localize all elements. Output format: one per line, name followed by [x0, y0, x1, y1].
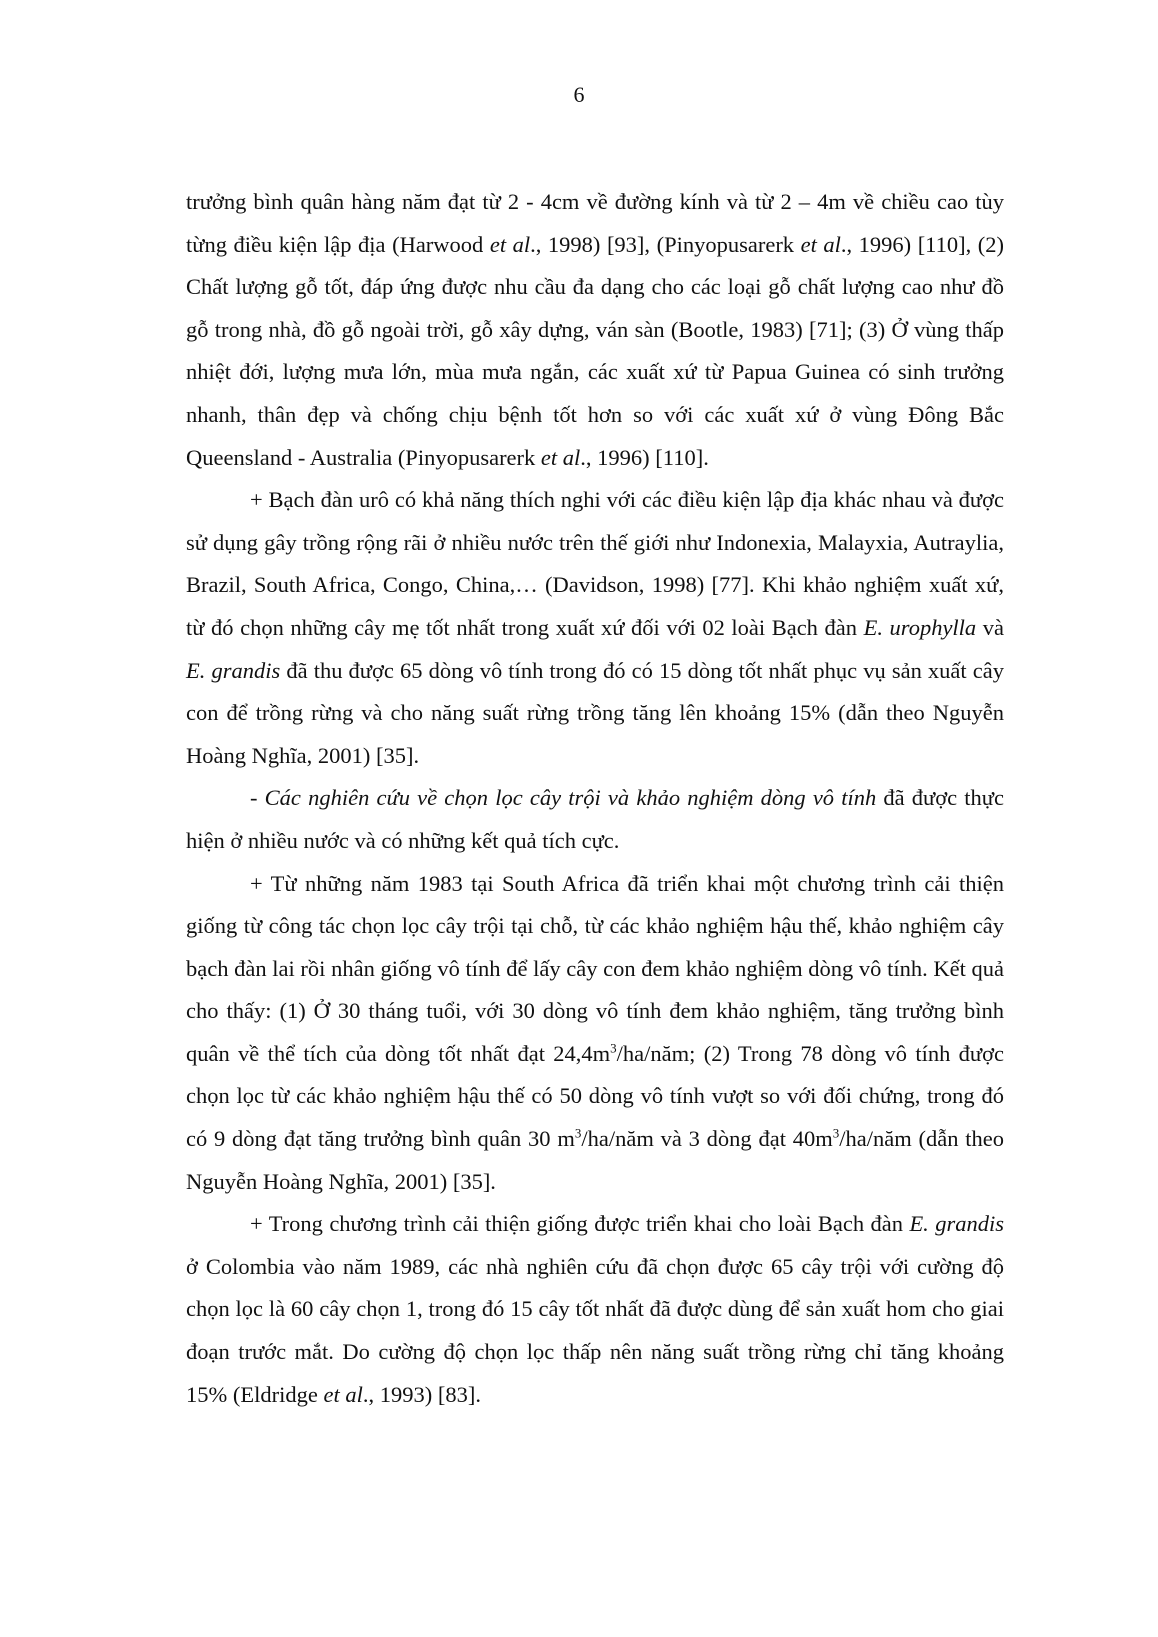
text-run: ., 1996) [110].	[580, 444, 709, 470]
paragraph	[186, 777, 1004, 862]
superscript-run: 3	[832, 1125, 840, 1141]
italic-run: E. grandis	[909, 1211, 1004, 1237]
italic-run: et al	[540, 444, 581, 470]
paragraph	[186, 1203, 1004, 1416]
text-run: và	[976, 614, 1004, 640]
italic-run: et al	[489, 231, 531, 257]
text-run: đã thu được 65 dòng vô tính trong đó có 15 dòng tốt nhất phục vụ sản xuất cây con để trồng rừng và cho năng suất rừng trồng tăng lên khoảng 15% (dẫn theo Nguyễn Hoàng Nghĩa, 2001) [35].	[186, 657, 1004, 768]
paragraph	[186, 181, 1004, 479]
italic-run: E. grandis	[186, 657, 281, 683]
italic-run: et al	[323, 1381, 363, 1407]
italic-run: E. urophylla	[863, 614, 977, 640]
text-run: + Bạch đàn urô có khả năng thích nghi với các điều kiện lập địa khác nhau và được sử dụng gây trồng rộng rãi ở nhiều nước trên thế giới như Indonexia, Malayxia, Autraylia, Brazil, South Africa, Congo, China,… (Davidson, 1998) [77]. Khi khảo nghiệm xuất xứ, từ đó chọn những cây mẹ tốt nhất trong xuất xứ đối với 02 loài Bạch đàn	[186, 487, 1004, 640]
text-run: ., 1996) [110], (2) Chất lượng gỗ tốt, đáp ứng được nhu cầu đa dạng cho các loại gỗ chất lượng cao như đồ gỗ trong nhà, đồ gỗ ngoài trời, gỗ xây dựng, ván sàn (Bootle, 1983) [71]; (3) Ở vùng thấp nhiệt đới, lượng mưa lớn, mùa mưa ngắn, các xuất xứ từ Papua Guinea có sinh trưởng nhanh, thân đẹp và chống chịu bệnh tốt hơn so với các xuất xứ ở vùng Đông Bắc Queensland - Australia (Pinyopusarerk	[186, 231, 1004, 470]
body-text	[186, 181, 1004, 1416]
text-run: + Trong chương trình cải thiện giống được triển khai cho loài Bạch đàn	[250, 1211, 910, 1237]
text-run: /ha/năm; (2) Trong 78 dòng vô tính được chọn lọc từ các khảo nghiệm hậu thế có 50 dòng vô tính vượt so với đối chứng, trong đó có 9 dòng đạt tăng trưởng bình quân 30 m	[186, 1040, 1004, 1152]
paragraph	[186, 479, 1004, 777]
text-run: /ha/năm (dẫn theo Nguyễn Hoàng Nghĩa, 2001) [35].	[186, 1126, 1004, 1194]
superscript-run: 3	[610, 1040, 617, 1056]
text-run: ., 1998) [93], (Pinyopusarerk	[530, 231, 801, 257]
italic-run: - Các nghiên cứu về chọn lọc cây trội và khảo nghiệm dòng vô tính	[250, 785, 877, 811]
page-number: 6	[573, 82, 585, 107]
text-run: trưởng bình quân hàng năm đạt từ 2 - 4cm về đường kính và từ 2 – 4m về chiều cao tùy từng điều kiện lập địa (Harwood	[186, 189, 1004, 257]
text-run: + Từ những năm 1983 tại South Africa đã triển khai một chương trình cải thiện giống từ công tác chọn lọc cây trội tại chỗ, từ các khảo nghiệm hậu thế, khảo nghiệm cây bạch đàn lai rồi nhân giống vô tính để lấy cây con đem khảo nghiệm dòng vô tính. Kết quả cho thấy: (1) Ở 30 tháng tuổi, với 30 dòng vô tính đem khảo nghiệm, tăng trưởng bình quân về thể tích của dòng tốt nhất đạt 24,4m	[186, 870, 1004, 1066]
paragraph	[186, 863, 1004, 1204]
text-run: ., 1993) [83].	[362, 1381, 481, 1407]
text-run: /ha/năm và 3 dòng đạt 40m	[581, 1126, 833, 1152]
superscript-run: 3	[574, 1125, 582, 1141]
text-run: đã được thực hiện ở nhiều nước và có những kết quả tích cực.	[186, 785, 1004, 853]
text-run: ở Colombia vào năm 1989, các nhà nghiên cứu đã chọn được 65 cây trội với cường độ chọn lọc là 60 cây chọn 1, trong đó 15 cây tốt nhất đã được dùng để sản xuất hom cho giai đoạn trước mắt. Do cường độ chọn lọc thấp nên năng suất trồng rừng chỉ tăng khoảng 15% (Eldridge	[186, 1253, 1004, 1407]
italic-run: et al	[800, 231, 841, 257]
